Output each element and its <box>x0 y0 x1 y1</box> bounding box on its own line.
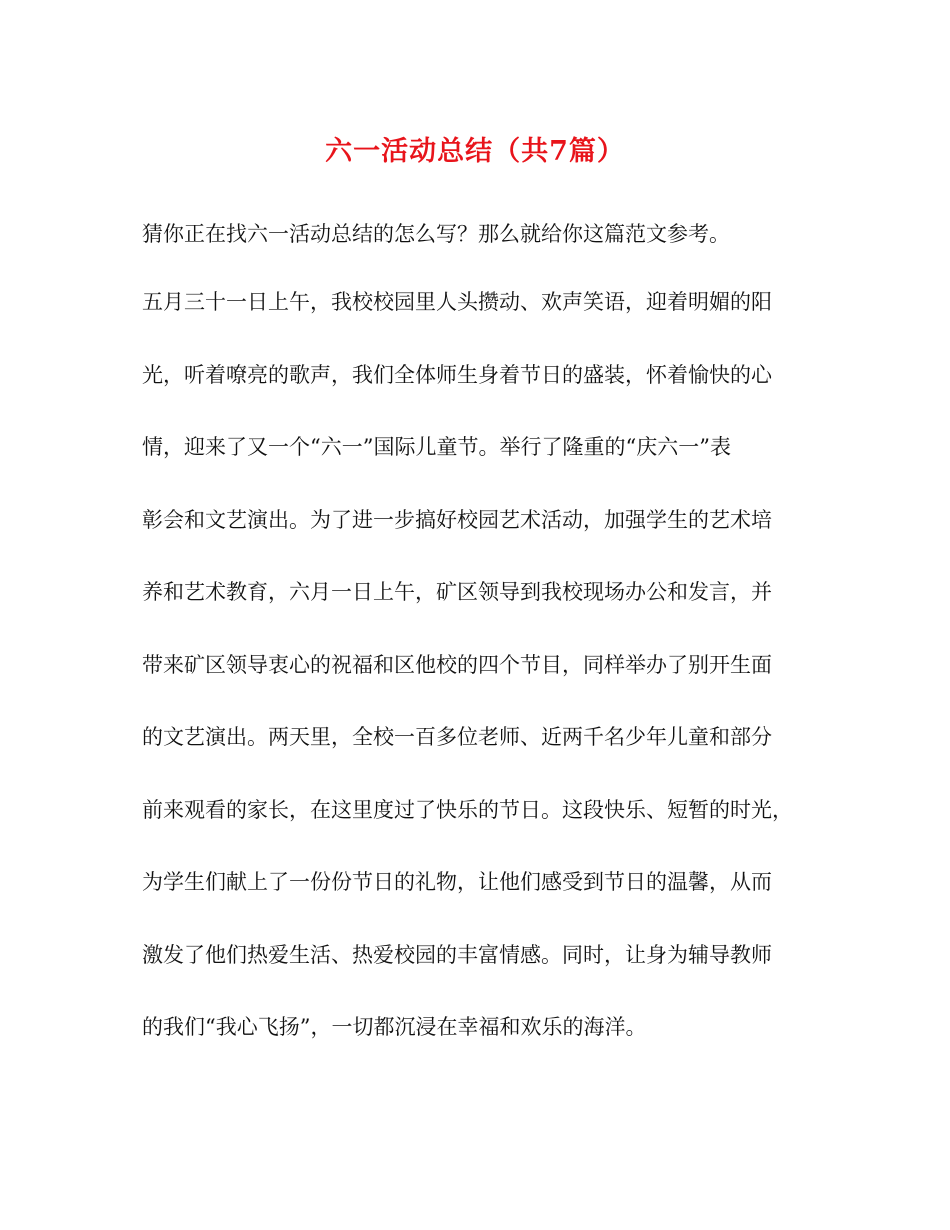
body-line: 的我们“我心飞扬”，一切都沉浸在幸福和欢乐的海洋。 <box>142 1015 647 1039</box>
document-title: 六一活动总结（共7篇） <box>325 136 625 167</box>
body-line: 为学生们献上了一份份节日的礼物，让他们感受到节日的温馨，从而 <box>142 870 772 894</box>
body-paragraph <box>142 286 822 1084</box>
body-line: 五月三十一日上午，我校校园里人头攒动、欢声笑语，迎着明媚的阳 <box>142 290 772 314</box>
body-line: 带来矿区领导衷心的祝福和区他校的四个节目，同样举办了别开生面 <box>142 652 772 677</box>
intro-paragraph: 猜你正在找六一活动总结的怎么写？那么就给你这篇范文参考。 <box>142 222 730 246</box>
body-line: 激发了他们热爱生活、热爱校园的丰富情感。同时，让身为辅导教师 <box>142 942 772 967</box>
body-line: 光，听着嘹亮的歌声，我们全体师生身着节日的盛装，怀着愉快的心 <box>142 362 772 387</box>
body-line: 的文艺演出。两天里，全校一百多位老师、近两千名少年儿童和部分 <box>142 725 772 749</box>
body-line: 情，迎来了又一个“六一”国际儿童节。举行了隆重的“庆六一”表 <box>142 435 731 459</box>
body-line: 彰会和文艺演出。为了进一步搞好校园艺术活动，加强学生的艺术培 <box>142 507 772 532</box>
body-line: 养和艺术教育，六月一日上午，矿区领导到我校现场办公和发言，并 <box>142 580 772 604</box>
body-line: 前来观看的家长，在这里度过了快乐的节日。这段快乐、短暂的时光， <box>142 797 793 822</box>
